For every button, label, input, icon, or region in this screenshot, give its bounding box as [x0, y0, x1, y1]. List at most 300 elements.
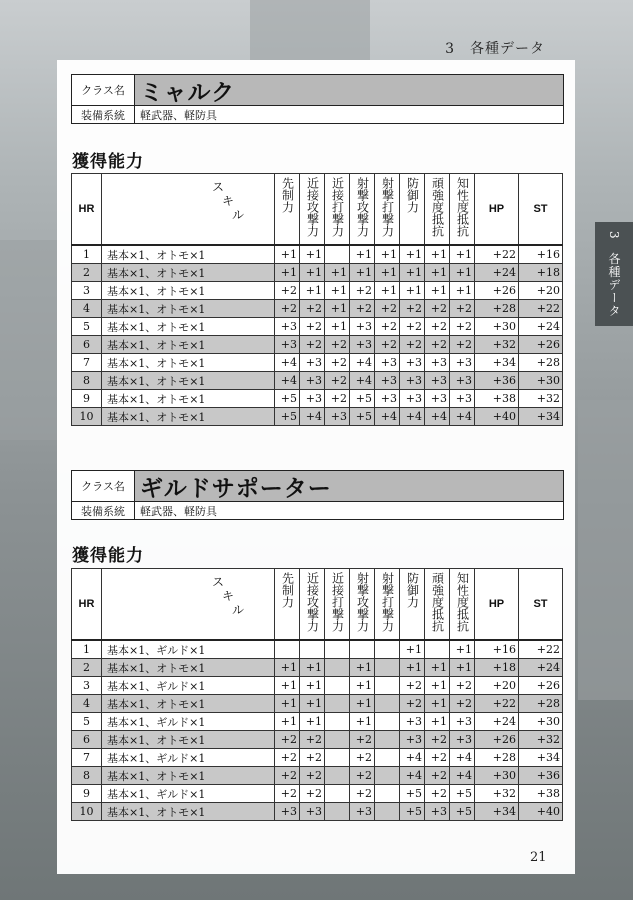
cell-stat: +2 [350, 749, 375, 767]
cell-stat [325, 803, 350, 821]
equipment-value: 軽武器、軽防具 [140, 504, 217, 518]
cell-hp: +24 [475, 713, 519, 731]
cell-stat: +2 [325, 390, 350, 408]
cell-stat: +3 [400, 713, 425, 731]
cell-hr: 8 [72, 767, 102, 785]
cell-stat: +2 [300, 785, 325, 803]
cell-hr: 4 [72, 695, 102, 713]
cell-stat: +3 [400, 390, 425, 408]
cell-stat: +1 [400, 659, 425, 677]
cell-skill: 基本×1、オトモ×1 [102, 354, 275, 372]
header-stat-label: 近接打撃力 [330, 572, 345, 632]
cell-stat: +3 [425, 803, 450, 821]
cell-stat: +1 [450, 640, 475, 659]
cell-stat: +2 [300, 749, 325, 767]
cell-stat: +2 [275, 731, 300, 749]
cell-stat: +3 [275, 803, 300, 821]
chapter-side-tab[interactable]: 3 各種データ [595, 222, 633, 326]
cell-st: +30 [519, 713, 563, 731]
cell-stat [375, 659, 400, 677]
header-stat [425, 569, 450, 641]
table-row [72, 408, 563, 426]
cell-stat: +3 [450, 354, 475, 372]
header-stat [300, 174, 325, 246]
cell-stat [425, 640, 450, 659]
cell-hp: +26 [475, 282, 519, 300]
cell-hr: 3 [72, 282, 102, 300]
cell-skill: 基本×1、ギルド×1 [102, 749, 275, 767]
header-stat-label: 射撃打撃力 [380, 177, 395, 237]
cell-skill: 基本×1、ギルド×1 [102, 785, 275, 803]
cell-stat: +3 [300, 354, 325, 372]
cell-stat: +3 [425, 372, 450, 390]
cell-stat: +1 [300, 264, 325, 282]
header-skill-char: ス [212, 180, 225, 194]
table-row [72, 640, 563, 659]
cell-stat: +3 [450, 713, 475, 731]
cell-stat: +2 [350, 282, 375, 300]
cell-stat: +2 [425, 300, 450, 318]
cell-stat: +4 [400, 749, 425, 767]
cell-hr: 10 [72, 408, 102, 426]
cell-stat: +1 [450, 245, 475, 264]
header-stat-label: 近接攻撃力 [305, 177, 320, 237]
cell-stat: +1 [450, 659, 475, 677]
cell-stat: +2 [400, 336, 425, 354]
cell-hp: +20 [475, 677, 519, 695]
cell-stat: +2 [450, 300, 475, 318]
cell-stat: +1 [300, 245, 325, 264]
cell-stat: +1 [425, 282, 450, 300]
cell-stat: +5 [350, 390, 375, 408]
cell-stat: +1 [425, 677, 450, 695]
header-stat-label: 先制力 [280, 572, 295, 608]
table-row [72, 659, 563, 677]
cell-stat: +3 [450, 372, 475, 390]
cell-stat: +1 [325, 264, 350, 282]
cell-stat [275, 640, 300, 659]
header-st: ST [519, 174, 563, 246]
header-stat [275, 174, 300, 246]
cell-hr: 2 [72, 264, 102, 282]
cell-skill: 基本×1、ギルド×1 [102, 640, 275, 659]
cell-hp: +30 [475, 767, 519, 785]
cell-stat: +3 [275, 318, 300, 336]
cell-skill: 基本×1、オトモ×1 [102, 767, 275, 785]
cell-stat: +2 [400, 318, 425, 336]
header-stat [325, 174, 350, 246]
cell-hr: 7 [72, 354, 102, 372]
header-skill [102, 569, 275, 641]
cell-stat: +2 [350, 731, 375, 749]
cell-stat [375, 767, 400, 785]
cell-hp: +34 [475, 803, 519, 821]
cell-stat: +2 [275, 300, 300, 318]
cell-stat: +1 [275, 659, 300, 677]
cell-stat: +5 [275, 408, 300, 426]
cell-stat: +1 [350, 695, 375, 713]
cell-hr: 6 [72, 336, 102, 354]
cell-skill: 基本×1、オトモ×1 [102, 390, 275, 408]
class-box-2 [71, 470, 564, 520]
header-stat-label: 知性度抵抗 [455, 572, 470, 632]
cell-stat: +4 [450, 408, 475, 426]
cell-hr: 2 [72, 659, 102, 677]
cell-stat [300, 640, 325, 659]
cell-stat: +2 [375, 318, 400, 336]
cell-skill: 基本×1、オトモ×1 [102, 731, 275, 749]
cell-stat: +1 [275, 264, 300, 282]
table-row [72, 695, 563, 713]
cell-hp: +22 [475, 695, 519, 713]
cell-stat: +1 [450, 282, 475, 300]
cell-stat: +3 [425, 354, 450, 372]
table-header-row [72, 174, 563, 246]
cell-stat: +4 [350, 354, 375, 372]
cell-stat: +4 [350, 372, 375, 390]
cell-stat: +5 [400, 785, 425, 803]
cell-skill: 基本×1、オトモ×1 [102, 695, 275, 713]
header-stat-label: 先制力 [280, 177, 295, 213]
cell-stat: +1 [300, 695, 325, 713]
cell-stat: +4 [450, 767, 475, 785]
cell-hp: +38 [475, 390, 519, 408]
cell-stat: +2 [275, 785, 300, 803]
cell-stat: +2 [450, 695, 475, 713]
cell-st: +26 [519, 677, 563, 695]
cell-stat: +1 [300, 677, 325, 695]
cell-hr: 10 [72, 803, 102, 821]
cell-stat [375, 695, 400, 713]
cell-stat: +3 [300, 372, 325, 390]
cell-st: +38 [519, 785, 563, 803]
table-row [72, 372, 563, 390]
cell-stat: +4 [275, 372, 300, 390]
header-stat-label: 知性度抵抗 [455, 177, 470, 237]
ability-table-2 [71, 568, 563, 821]
cell-stat: +1 [400, 264, 425, 282]
cell-stat: +4 [450, 749, 475, 767]
cell-stat: +2 [450, 336, 475, 354]
cell-stat [375, 713, 400, 731]
table-row [72, 354, 563, 372]
cell-stat: +2 [300, 318, 325, 336]
cell-stat: +3 [400, 731, 425, 749]
cell-stat [375, 731, 400, 749]
header-stat [400, 174, 425, 246]
cell-st: +22 [519, 300, 563, 318]
cell-hp: +16 [475, 640, 519, 659]
table-row [72, 767, 563, 785]
cell-stat: +4 [300, 408, 325, 426]
cell-st: +22 [519, 640, 563, 659]
cell-stat: +1 [400, 282, 425, 300]
cell-stat: +1 [375, 245, 400, 264]
cell-st: +34 [519, 408, 563, 426]
cell-stat: +3 [375, 372, 400, 390]
cell-stat: +4 [400, 408, 425, 426]
cell-stat: +2 [375, 336, 400, 354]
chapter-header: 3 各種データ [445, 41, 545, 57]
cell-stat [350, 640, 375, 659]
cell-stat: +2 [425, 749, 450, 767]
cell-hr: 4 [72, 300, 102, 318]
cell-hp: +36 [475, 372, 519, 390]
header-skill-char: ル [232, 208, 245, 222]
header-stat [450, 569, 475, 641]
header-stat-label: 近接攻撃力 [305, 572, 320, 632]
class-name: ミャルク [135, 75, 563, 105]
table-row [72, 785, 563, 803]
cell-stat: +2 [425, 785, 450, 803]
cell-skill: 基本×1、オトモ×1 [102, 318, 275, 336]
header-stat-label: 近接打撃力 [330, 177, 345, 237]
cell-stat: +3 [300, 390, 325, 408]
cell-stat: +1 [300, 713, 325, 731]
cell-hr: 8 [72, 372, 102, 390]
cell-stat: +3 [425, 390, 450, 408]
cell-stat: +2 [275, 749, 300, 767]
cell-stat: +1 [425, 695, 450, 713]
cell-stat: +3 [450, 731, 475, 749]
header-hr: HR [72, 174, 102, 246]
cell-stat [375, 640, 400, 659]
cell-st: +24 [519, 659, 563, 677]
cell-stat: +3 [400, 354, 425, 372]
cell-stat: +2 [425, 731, 450, 749]
header-stat [300, 569, 325, 641]
header-stat [325, 569, 350, 641]
cell-stat: +3 [300, 803, 325, 821]
cell-stat: +2 [425, 767, 450, 785]
cell-stat: +1 [350, 659, 375, 677]
cell-st: +26 [519, 336, 563, 354]
cell-hr: 6 [72, 731, 102, 749]
cell-stat: +2 [325, 336, 350, 354]
table-row [72, 282, 563, 300]
cell-hr: 1 [72, 640, 102, 659]
table-row [72, 245, 563, 264]
cell-st: +32 [519, 731, 563, 749]
cell-stat: +5 [275, 390, 300, 408]
cell-stat: +2 [425, 336, 450, 354]
cell-stat [375, 749, 400, 767]
cell-skill: 基本×1、オトモ×1 [102, 372, 275, 390]
class-name-label: クラス名 [72, 471, 135, 501]
table-row [72, 264, 563, 282]
cell-stat: +1 [325, 282, 350, 300]
cell-stat: +4 [425, 408, 450, 426]
table-row [72, 713, 563, 731]
cell-hp: +24 [475, 264, 519, 282]
cell-stat: +2 [350, 785, 375, 803]
cell-hp: +32 [475, 336, 519, 354]
cell-stat: +2 [300, 731, 325, 749]
cell-stat: +2 [425, 318, 450, 336]
cell-stat [375, 677, 400, 695]
cell-hp: +40 [475, 408, 519, 426]
cell-hr: 5 [72, 318, 102, 336]
cell-hp: +32 [475, 785, 519, 803]
class-name-label: クラス名 [72, 75, 135, 105]
cell-stat: +1 [275, 695, 300, 713]
header-stat [350, 569, 375, 641]
cell-st: +34 [519, 749, 563, 767]
cell-skill: 基本×1、ギルド×1 [102, 713, 275, 731]
cell-skill: 基本×1、オトモ×1 [102, 336, 275, 354]
cell-skill: 基本×1、ギルド×1 [102, 677, 275, 695]
page-number: 21 [530, 850, 547, 865]
cell-stat: +4 [275, 354, 300, 372]
cell-stat: +3 [325, 408, 350, 426]
cell-skill: 基本×1、オトモ×1 [102, 282, 275, 300]
cell-stat: +2 [325, 372, 350, 390]
header-stat-label: 頑強度抵抗 [430, 177, 445, 237]
cell-stat: +2 [300, 336, 325, 354]
cell-hr: 5 [72, 713, 102, 731]
header-stat-label: 射撃打撃力 [380, 572, 395, 632]
header-skill-char: ス [212, 575, 225, 589]
table-row [72, 300, 563, 318]
cell-hp: +28 [475, 300, 519, 318]
cell-stat: +3 [350, 336, 375, 354]
cell-stat: +2 [450, 318, 475, 336]
cell-stat [325, 245, 350, 264]
cell-stat: +2 [400, 677, 425, 695]
cell-skill: 基本×1、オトモ×1 [102, 408, 275, 426]
cell-stat: +2 [325, 354, 350, 372]
table-row [72, 749, 563, 767]
cell-stat [325, 731, 350, 749]
cell-stat: +1 [450, 264, 475, 282]
cell-stat: +5 [400, 803, 425, 821]
cell-stat: +2 [275, 282, 300, 300]
cell-stat: +1 [350, 677, 375, 695]
cell-stat: +5 [350, 408, 375, 426]
cell-stat: +1 [300, 282, 325, 300]
cell-stat: +3 [450, 390, 475, 408]
header-skill-char: キ [222, 194, 235, 208]
header-stat [375, 569, 400, 641]
cell-stat: +2 [400, 695, 425, 713]
cell-hp: +30 [475, 318, 519, 336]
class-box-1 [71, 74, 564, 124]
header-st: ST [519, 569, 563, 641]
class-name: ギルドサポーター [135, 471, 563, 501]
cell-stat: +1 [275, 713, 300, 731]
cell-stat: +1 [400, 640, 425, 659]
cell-stat: +2 [350, 767, 375, 785]
table-header-row [72, 569, 563, 641]
equipment-label: 装備系統 [72, 502, 135, 519]
cell-stat: +3 [275, 336, 300, 354]
header-stat [275, 569, 300, 641]
cell-hp: +34 [475, 354, 519, 372]
cell-stat: +2 [375, 300, 400, 318]
cell-stat: +2 [350, 300, 375, 318]
header-hr: HR [72, 569, 102, 641]
cell-stat [325, 695, 350, 713]
table-row [72, 731, 563, 749]
header-stat [375, 174, 400, 246]
table-row [72, 677, 563, 695]
cell-stat: +1 [325, 318, 350, 336]
cell-skill: 基本×1、オトモ×1 [102, 264, 275, 282]
cell-stat: +5 [450, 785, 475, 803]
header-stat [425, 174, 450, 246]
cell-stat: +1 [325, 300, 350, 318]
header-stat [450, 174, 475, 246]
cell-stat: +1 [300, 659, 325, 677]
cell-stat [325, 749, 350, 767]
cell-stat: +1 [425, 245, 450, 264]
header-skill-char: ル [232, 603, 245, 617]
cell-stat: +5 [450, 803, 475, 821]
header-stat-label: 射撃攻撃力 [355, 177, 370, 237]
section-heading-1: 獲得能力 [72, 152, 144, 172]
cell-hr: 9 [72, 390, 102, 408]
header-stat-label: 防御力 [405, 572, 420, 608]
cell-stat: +1 [350, 264, 375, 282]
cell-hr: 9 [72, 785, 102, 803]
cell-skill: 基本×1、オトモ×1 [102, 245, 275, 264]
cell-stat: +1 [400, 245, 425, 264]
table-row [72, 390, 563, 408]
cell-stat: +3 [350, 318, 375, 336]
cell-stat: +1 [350, 713, 375, 731]
cell-st: +28 [519, 354, 563, 372]
cell-hr: 7 [72, 749, 102, 767]
cell-stat: +4 [375, 408, 400, 426]
cell-hr: 3 [72, 677, 102, 695]
cell-st: +18 [519, 264, 563, 282]
cell-stat: +1 [425, 713, 450, 731]
cell-stat: +4 [400, 767, 425, 785]
cell-stat: +3 [375, 390, 400, 408]
cell-stat: +3 [375, 354, 400, 372]
cell-stat [375, 803, 400, 821]
cell-stat: +2 [450, 677, 475, 695]
cell-stat [375, 785, 400, 803]
cell-st: +36 [519, 767, 563, 785]
cell-stat: +3 [400, 372, 425, 390]
cell-stat [325, 785, 350, 803]
table-row [72, 336, 563, 354]
header-stat-label: 頑強度抵抗 [430, 572, 445, 632]
cell-stat: +2 [275, 767, 300, 785]
cell-stat: +2 [300, 767, 325, 785]
cell-st: +24 [519, 318, 563, 336]
cell-stat: +3 [350, 803, 375, 821]
cell-st: +28 [519, 695, 563, 713]
cell-stat: +1 [425, 264, 450, 282]
cell-stat: +1 [375, 282, 400, 300]
table-row [72, 803, 563, 821]
cell-stat: +1 [375, 264, 400, 282]
cell-hp: +28 [475, 749, 519, 767]
cell-st: +16 [519, 245, 563, 264]
cell-hr: 1 [72, 245, 102, 264]
header-stat [400, 569, 425, 641]
cell-hp: +26 [475, 731, 519, 749]
header-stat-label: 射撃攻撃力 [355, 572, 370, 632]
header-hp: HP [475, 174, 519, 246]
cell-hp: +22 [475, 245, 519, 264]
equipment-value: 軽武器、軽防具 [140, 108, 217, 122]
cell-skill: 基本×1、オトモ×1 [102, 659, 275, 677]
equipment-label: 装備系統 [72, 106, 135, 123]
cell-st: +40 [519, 803, 563, 821]
